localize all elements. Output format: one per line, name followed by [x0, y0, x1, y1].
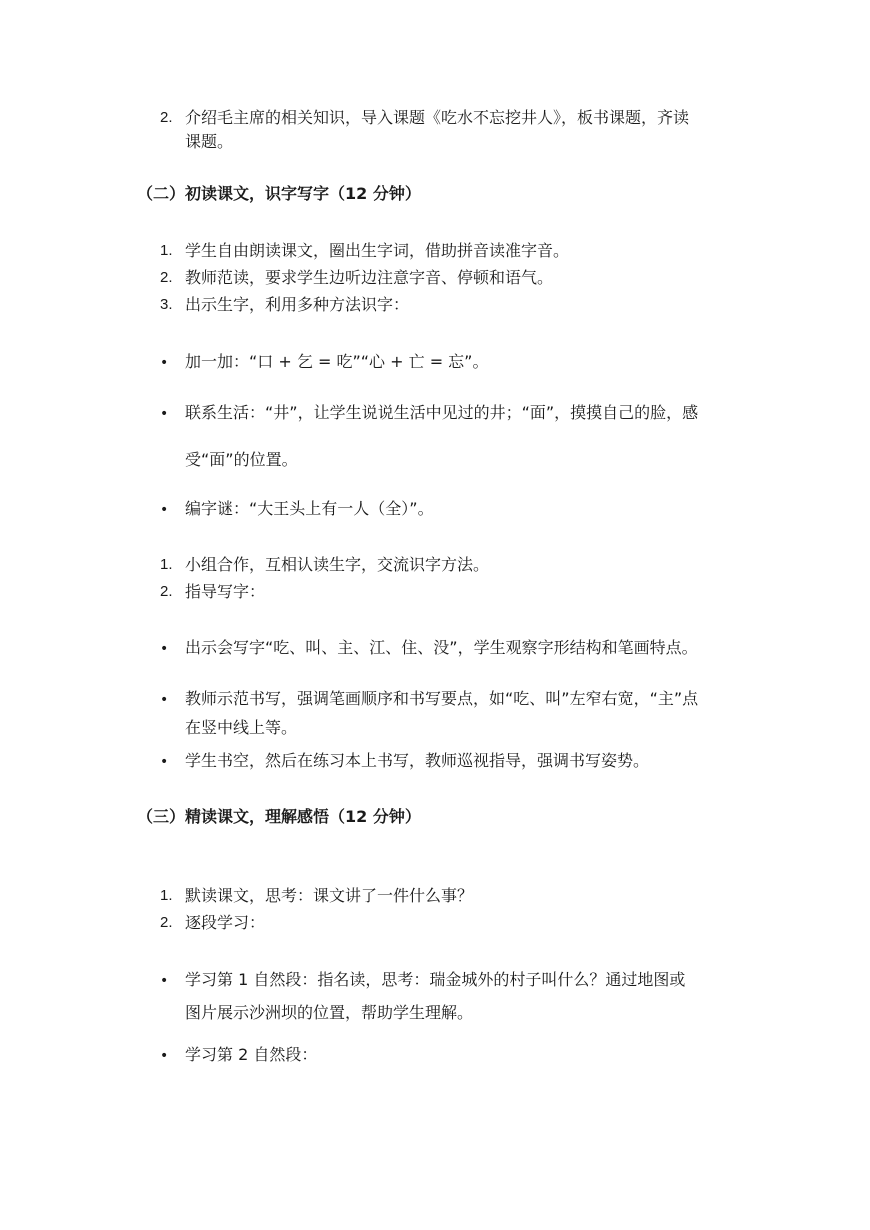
- list-item-text: 小组合作，互相认读生字，交流识字方法。: [185, 555, 490, 574]
- bullet-icon: •: [160, 692, 169, 708]
- bullet-item-text-cont: 在竖中线上等。: [185, 718, 298, 737]
- list-number: 3.: [160, 296, 173, 313]
- list-number: 2.: [160, 914, 173, 931]
- bullet-icon: •: [160, 502, 169, 518]
- list-number: 1.: [160, 887, 173, 904]
- list-item-text: 逐段学习：: [185, 913, 266, 932]
- list-item-text: 学生自由朗读课文，圈出生字词，借助拼音读准字音。: [185, 241, 570, 260]
- list-number: 1.: [160, 242, 173, 259]
- bullet-item-text: 教师示范书写，强调笔画顺序和书写要点，如“吃、叫”左窄右宽，“主”点: [185, 689, 699, 708]
- list-item-text: 介绍毛主席的相关知识，导入课题《吃水不忘挖井人》，板书课题，齐读: [185, 108, 690, 127]
- bullet-icon: •: [160, 355, 169, 371]
- bullet-icon: •: [160, 1048, 169, 1064]
- bullet-item-text: 联系生活：“井”，让学生说说生活中见过的井；“面”，摸摸自己的脸，感: [185, 403, 699, 422]
- list-item-text-cont: 课题。: [185, 132, 234, 151]
- bullet-item-text-cont: 图片展示沙洲坝的位置，帮助学生理解。: [185, 1003, 474, 1022]
- bullet-item-text: 学习第 2 自然段：: [185, 1045, 318, 1064]
- bullet-item-text: 学生书空，然后在练习本上书写，教师巡视指导，强调书写姿势。: [185, 751, 650, 770]
- list-number: 2.: [160, 109, 173, 126]
- bullet-item-text-cont: 受“面”的位置。: [185, 450, 298, 469]
- list-item-text: 出示生字，利用多种方法识字：: [185, 295, 410, 314]
- list-item-text: 指导写字：: [185, 582, 266, 601]
- bullet-icon: •: [160, 973, 169, 989]
- list-number: 1.: [160, 556, 173, 573]
- bullet-item-text: 编字谜：“大王头上有一人（全）”。: [185, 499, 434, 518]
- list-number: 2.: [160, 269, 173, 286]
- bullet-icon: •: [160, 641, 169, 657]
- bullet-item-text: 学习第 1 自然段：指名读，思考：瑞金城外的村子叫什么？通过地图或: [185, 970, 686, 989]
- bullet-icon: •: [160, 406, 169, 422]
- list-item-text: 教师范读，要求学生边听边注意字音、停顿和语气。: [185, 268, 554, 287]
- list-item-text: 默读课文，思考：课文讲了一件什么事？: [185, 886, 474, 905]
- section-heading: （三）精读课文，理解感悟（12 分钟）: [137, 807, 421, 826]
- bullet-item-text: 出示会写字“吃、叫、主、江、住、没”，学生观察字形结构和笔画特点。: [185, 638, 698, 657]
- section-heading: （二）初读课文，识字写字（12 分钟）: [137, 184, 421, 203]
- bullet-icon: •: [160, 754, 169, 770]
- bullet-item-text: 加一加：“口 + 乞 = 吃”“心 + 亡 = 忘”。: [185, 352, 489, 371]
- list-number: 2.: [160, 583, 173, 600]
